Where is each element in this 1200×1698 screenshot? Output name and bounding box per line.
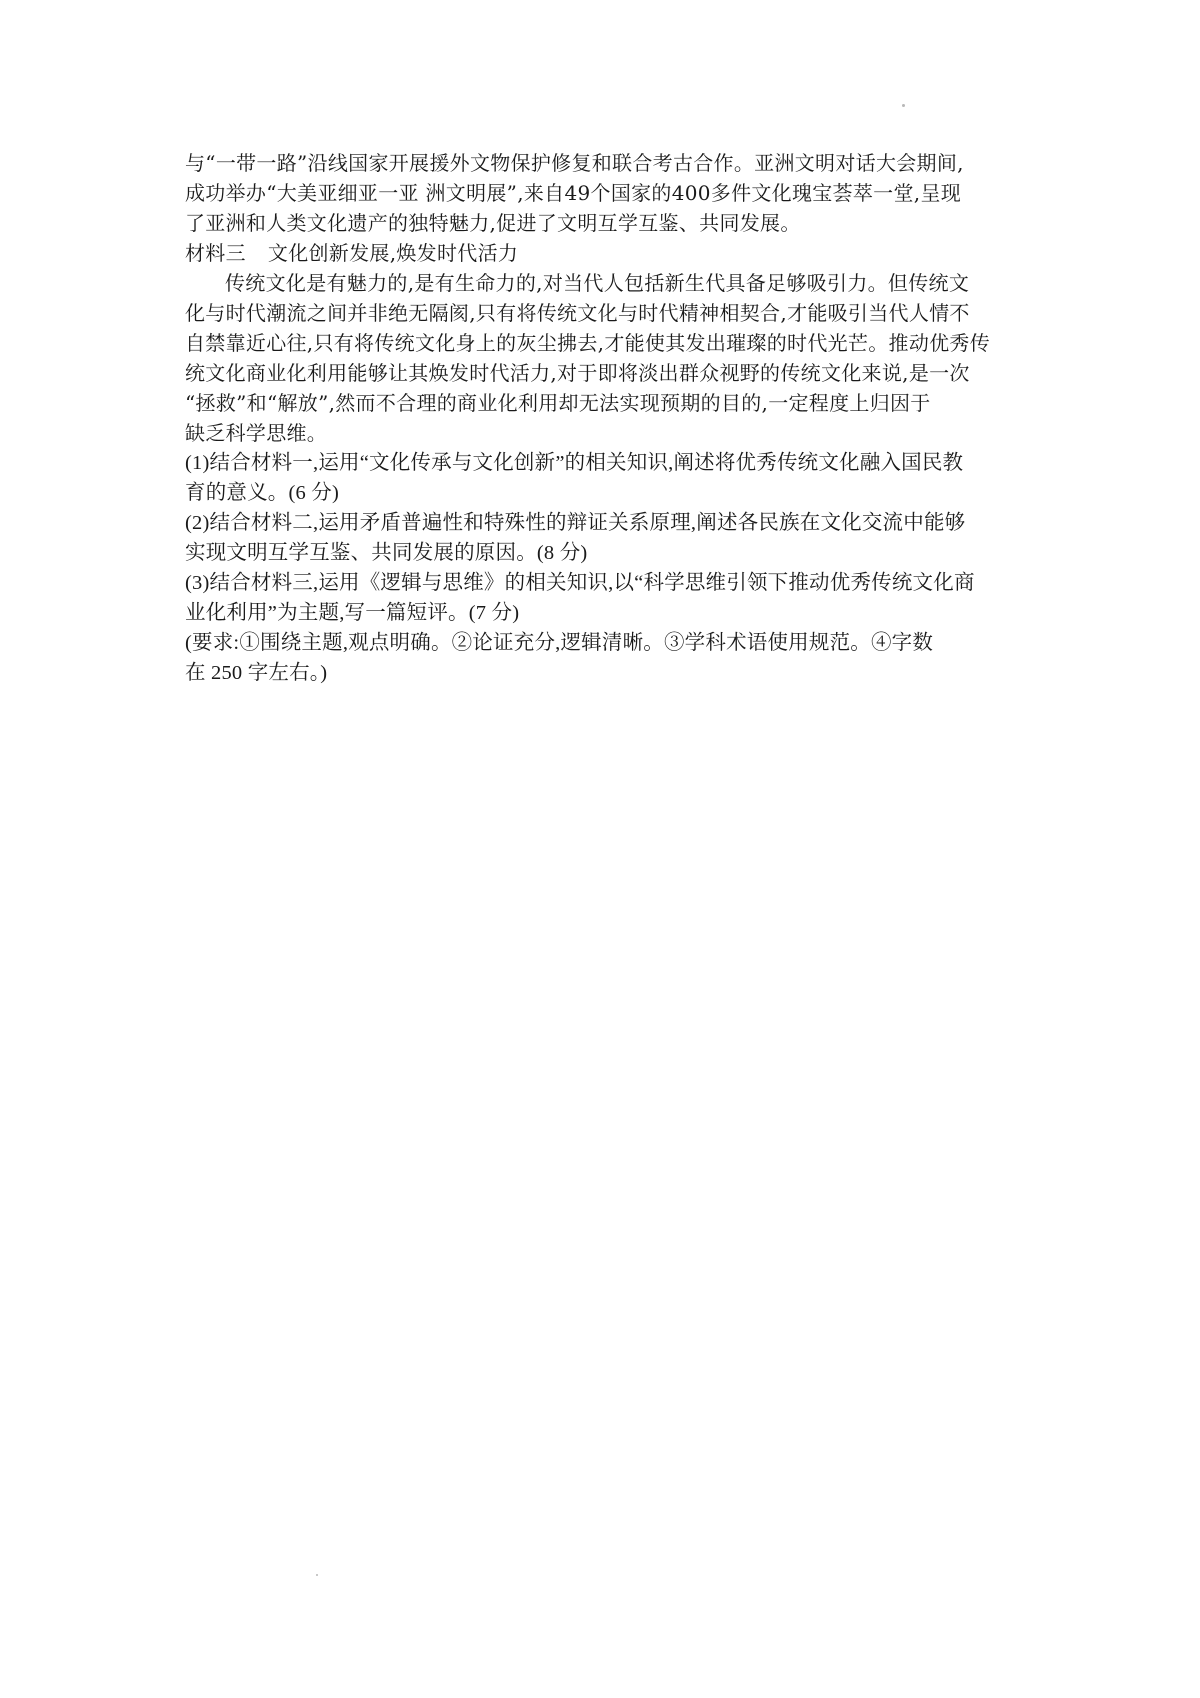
material-label: 材料三 [185, 241, 246, 265]
text-line: 了亚洲和人类文化遗产的独特魅力,促进了文明互学互鉴、共同发展。 [185, 211, 801, 235]
question-line: (2)结合材料二,运用矛盾普遍性和特殊性的辩证关系原理,阐述各民族在文化交流中能够 [185, 512, 966, 534]
text-line: 与“一带一路”沿线国家开展援外文物保护修复和联合考古合作。亚洲文明对话大会期间, [185, 151, 964, 175]
question-line: 育的意义。(6 分) [185, 482, 340, 504]
question-line: (3)结合材料三,运用《逻辑与思维》的相关知识,以“科学思维引领下推动优秀传统文化商 [185, 572, 975, 594]
material-three-heading [185, 238, 1035, 268]
paragraph-continuation [185, 148, 1035, 238]
question-line: 业化利用”为主题,写一篇短评。(7 分) [185, 602, 520, 624]
scan-dot-top [902, 104, 905, 107]
text-line: 化与时代潮流之间并非绝无隔阂,只有将传统文化与时代精神相契合,才能吸引当代人情不 [185, 301, 970, 325]
question-requirements [185, 628, 1035, 688]
scan-dot-bottom [316, 1574, 318, 1576]
question-1 [185, 448, 1035, 508]
material-title: 文化创新发展,焕发时代活力 [267, 241, 519, 265]
question-3 [185, 568, 1035, 628]
text-line: 缺乏科学思维。 [185, 421, 328, 445]
text-line: 传统文化是有魅力的,是有生命力的,对当代人包括新生代具备足够吸引力。但传统文 [225, 271, 970, 295]
question-line: (要求:①围绕主题,观点明确。②论证充分,逻辑清晰。③学科术语使用规范。④字数 [185, 632, 934, 654]
text-line: 统文化商业化利用能够让其焕发时代活力,对于即将淡出群众视野的传统文化来说,是一次 [185, 361, 970, 385]
document-body [185, 148, 1035, 688]
text-line: 成功举办“大美亚细亚一亚 洲文明展”,来自49个国家的400多件文化瑰宝荟萃一堂,呈现 [185, 181, 962, 205]
text-line: “拯救”和“解放”,然而不合理的商业化利用却无法实现预期的目的,一定程度上归因于 [185, 391, 931, 415]
question-line: 在 250 字左右。) [185, 662, 328, 684]
question-2 [185, 508, 1035, 568]
question-line: (1)结合材料一,运用“文化传承与文化创新”的相关知识,阐述将优秀传统文化融入国民教 [185, 452, 964, 474]
question-line: 实现文明互学互鉴、共同发展的原因。(8 分) [185, 542, 588, 564]
text-line: 自禁靠近心往,只有将传统文化身上的灰尘拂去,才能使其发出璀璨的时代光芒。推动优秀传 [185, 331, 991, 355]
material-three-paragraph [185, 268, 1035, 448]
